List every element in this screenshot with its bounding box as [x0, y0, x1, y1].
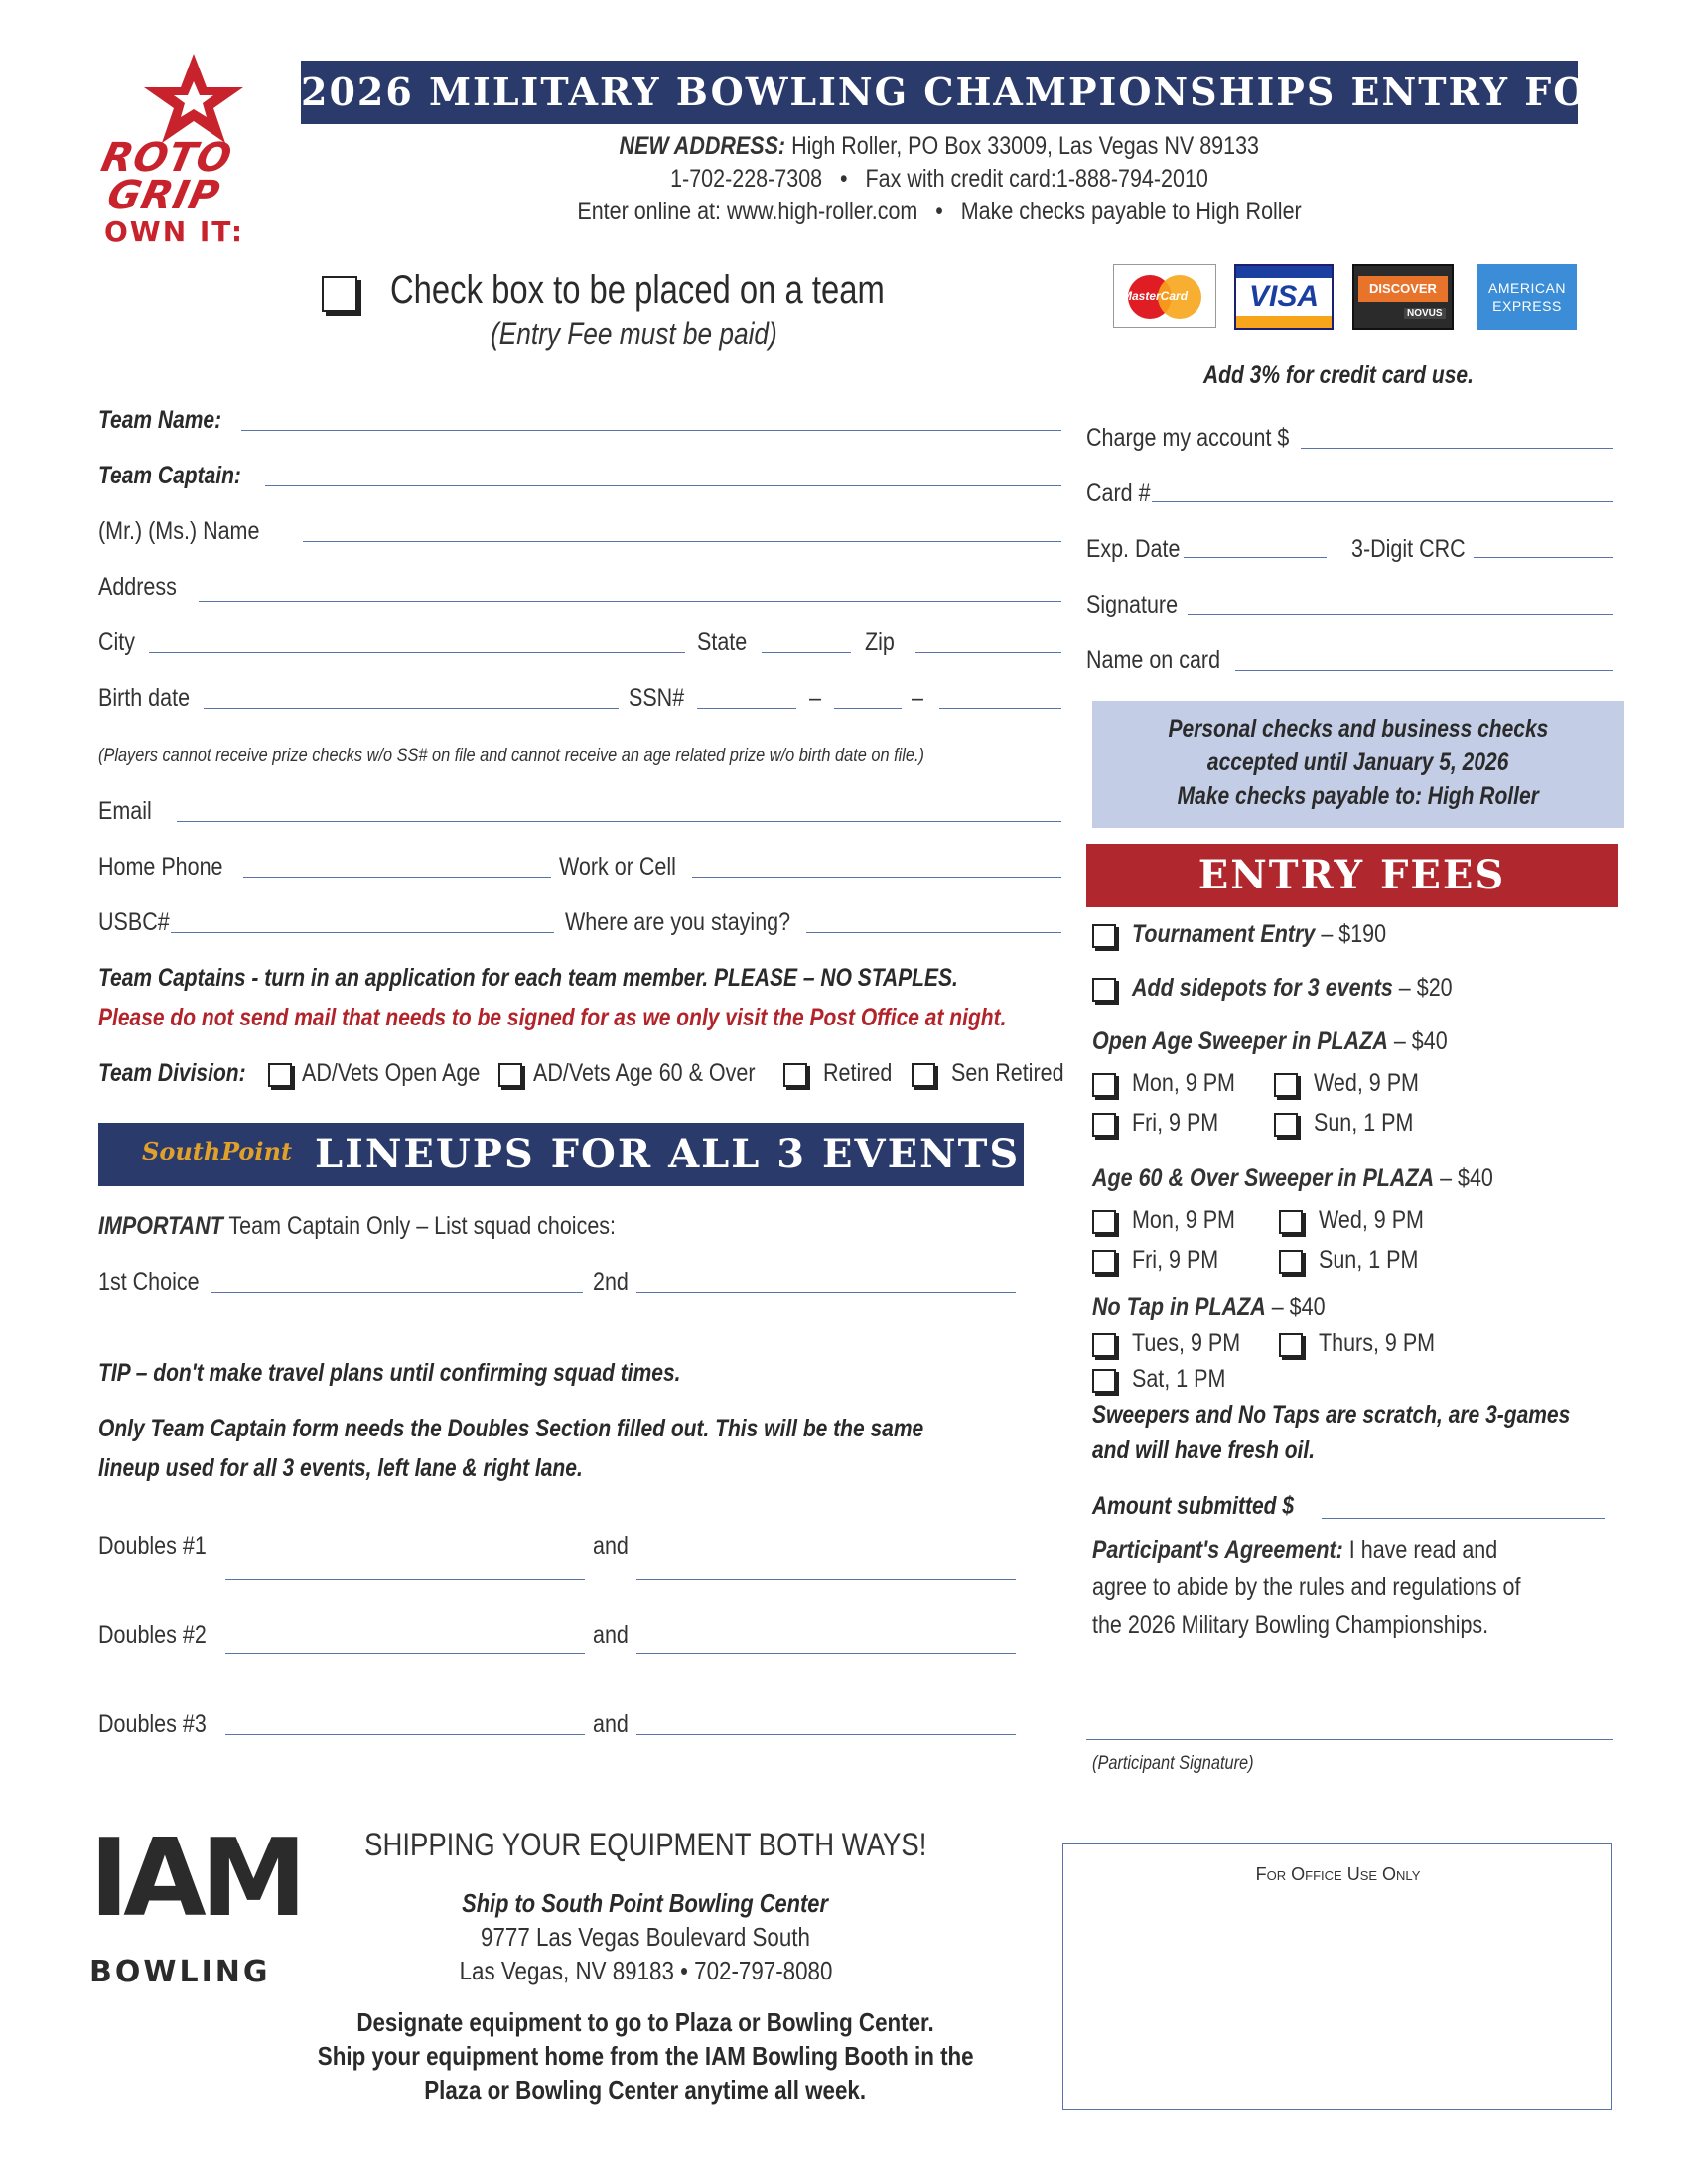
card-number-label: Card # — [1086, 479, 1151, 507]
rotogrip-word-2: GRIP — [103, 173, 224, 218]
senior-sweeper-label — [1092, 1164, 1493, 1193]
form-title — [301, 61, 1665, 124]
city-field[interactable] — [149, 652, 685, 653]
ship-note-3: Plaza or Bowling Center anytime all week. — [424, 2075, 867, 2105]
doubles-3-label: Doubles #3 — [98, 1710, 207, 1738]
birth-date-field[interactable] — [204, 708, 619, 709]
bullet: • — [840, 165, 848, 193]
entry-fee-note: (Entry Fee must be paid) — [491, 316, 777, 351]
ssn-dash-1: – — [809, 684, 821, 712]
senior-sweeper-mon-label: Mon, 9 PM — [1132, 1206, 1235, 1234]
credit-card-surcharge: Add 3% for credit card use. — [1203, 361, 1474, 389]
ship-note-2: Ship your equipment home from the IAM Bowling Booth in the — [317, 2041, 974, 2071]
exp-date-label: Exp. Date — [1086, 535, 1181, 563]
notap-sat-label: Sat, 1 PM — [1132, 1365, 1226, 1393]
agreement-line-2: agree to abide by the rules and regulations of — [1092, 1573, 1521, 1601]
entry-fees-title-text: ENTRY FEES — [1197, 852, 1506, 898]
zip-field[interactable] — [915, 652, 1061, 653]
division-sen-retired-label: Sen Retired — [951, 1059, 1064, 1087]
important-bold: IMPORTANT — [98, 1212, 223, 1240]
doubles-2-left-field[interactable] — [225, 1653, 585, 1654]
entry-fees-title — [1086, 844, 1618, 907]
signature-label: Signature — [1086, 591, 1179, 618]
name-label: (Mr.) (Ms.) Name — [98, 517, 260, 545]
senior-sweeper-mon-checkbox[interactable] — [1092, 1210, 1116, 1234]
amex-text-1: AMERICAN — [1488, 280, 1566, 296]
notap-thurs-checkbox[interactable] — [1279, 1333, 1303, 1357]
novus-text: NOVUS — [1404, 308, 1446, 319]
usbc-label: USBC# — [98, 908, 170, 936]
division-checkbox-age-60[interactable] — [498, 1063, 522, 1087]
ship-to-label: Ship to South Point Bowling Center — [462, 1888, 829, 1918]
notap-bold: No Tap in PLAZA — [1092, 1294, 1266, 1321]
open-sweeper-label — [1092, 1027, 1448, 1056]
agreement-line-3: the 2026 Military Bowling Championships. — [1092, 1611, 1489, 1639]
card-number-field[interactable] — [1152, 501, 1613, 502]
doubles-2-and: and — [593, 1621, 629, 1649]
header-address — [301, 132, 1578, 161]
state-field[interactable] — [762, 652, 851, 653]
bullet: • — [935, 198, 943, 225]
team-division-label: Team Division: — [98, 1059, 246, 1087]
iam-bowling-logo — [89, 1817, 302, 1990]
shipping-title: SHIPPING YOUR EQUIPMENT BOTH WAYS! — [363, 1827, 927, 1862]
team-placement-label: Check box to be placed on a team — [390, 268, 885, 312]
office-use-box — [1062, 1843, 1612, 2110]
sidepots-label — [1132, 974, 1453, 1003]
charge-field[interactable] — [1301, 448, 1613, 449]
open-sweeper-mon-label: Mon, 9 PM — [1132, 1069, 1235, 1097]
amex-text-2: EXPRESS — [1492, 298, 1562, 314]
amount-submitted-label: Amount submitted $ — [1092, 1492, 1295, 1520]
team-captain-field[interactable] — [265, 485, 1061, 486]
checks-note-line-2: accepted until January 5, 2026 — [1207, 749, 1509, 776]
work-cell-label: Work or Cell — [559, 853, 676, 881]
lineups-banner — [98, 1123, 1024, 1186]
senior-sweeper-fri-label: Fri, 9 PM — [1132, 1246, 1219, 1274]
southpoint-word-1: South — [142, 1137, 221, 1165]
ship-street: 9777 Las Vegas Boulevard South — [481, 1922, 810, 1952]
division-retired-label: Retired — [823, 1059, 893, 1087]
fax-text: Fax with credit card:1-888-794-2010 — [865, 165, 1208, 193]
division-checkbox-sen-retired[interactable] — [912, 1063, 935, 1087]
division-age-60-label: AD/Vets Age 60 & Over — [533, 1059, 756, 1087]
lineups-title: LINEUPS FOR ALL 3 EVENTS — [315, 1131, 1021, 1177]
doubles-3-left-field[interactable] — [225, 1734, 585, 1735]
address-label: Address — [98, 573, 177, 601]
amount-submitted-field[interactable] — [1322, 1518, 1605, 1519]
doubles-note-1: Only Team Captain form needs the Doubles Section filled out. This will be the same — [98, 1415, 924, 1442]
visa-bottom-band — [1236, 316, 1332, 328]
senior-sweeper-price: – $40 — [1434, 1164, 1493, 1192]
open-sweeper-sun-checkbox[interactable] — [1274, 1113, 1298, 1137]
second-choice-field[interactable] — [636, 1292, 1016, 1293]
ssn-part-1[interactable] — [697, 708, 796, 709]
captain-note: Team Captains - turn in an application for each team member. PLEASE – NO STAPLES. — [98, 964, 958, 992]
doubles-2-right-field[interactable] — [636, 1653, 1016, 1654]
zip-label: Zip — [865, 628, 895, 656]
email-label: Email — [98, 797, 152, 825]
division-checkbox-retired[interactable] — [783, 1063, 807, 1087]
city-label: City — [98, 628, 136, 656]
senior-sweeper-sun-label: Sun, 1 PM — [1319, 1246, 1419, 1274]
address-field[interactable] — [199, 601, 1061, 602]
crc-field[interactable] — [1474, 557, 1613, 558]
travel-tip: TIP – don't make travel plans until confirming squad times. — [98, 1359, 681, 1387]
open-sweeper-sun-label: Sun, 1 PM — [1314, 1109, 1414, 1137]
amex-logo — [1477, 264, 1577, 330]
mastercard-logo — [1113, 264, 1216, 328]
open-sweeper-wed-label: Wed, 9 PM — [1314, 1069, 1419, 1097]
agreement-text-1: I have read and — [1342, 1536, 1498, 1564]
star-icon — [134, 52, 253, 146]
rotogrip-word-1: ROTO — [97, 135, 236, 181]
tournament-entry-bold: Tournament Entry — [1132, 920, 1316, 948]
agreement-bold: Participant's Agreement: — [1092, 1536, 1343, 1564]
name-field[interactable] — [303, 541, 1061, 542]
address-text: High Roller, PO Box 33009, Las Vegas NV 89133 — [791, 132, 1260, 160]
checks-note-box — [1092, 701, 1624, 828]
team-placement-checkbox[interactable] — [322, 276, 357, 312]
tournament-entry-checkbox[interactable] — [1092, 924, 1116, 948]
home-phone-label: Home Phone — [98, 853, 223, 881]
name-on-card-field[interactable] — [1235, 670, 1613, 671]
birth-date-label: Birth date — [98, 684, 191, 712]
office-use-label: For Office Use Only — [1255, 1864, 1421, 1884]
mastercard-text: MasterCard — [1122, 289, 1189, 303]
ssn-label: SSN# — [629, 684, 685, 712]
first-choice-field[interactable] — [211, 1292, 583, 1293]
sweeper-note-2: and will have fresh oil. — [1092, 1436, 1316, 1464]
signature-field[interactable] — [1188, 614, 1613, 615]
notap-price: – $40 — [1265, 1294, 1326, 1321]
checks-note-line-3: Make checks payable to: High Roller — [1177, 782, 1540, 810]
name-on-card-label: Name on card — [1086, 646, 1221, 674]
phone-text: 1-702-228-7308 — [670, 165, 823, 193]
exp-date-field[interactable] — [1184, 557, 1327, 558]
senior-sweeper-wed-label: Wed, 9 PM — [1319, 1206, 1424, 1234]
ssn-part-3[interactable] — [939, 708, 1061, 709]
visa-text: VISA — [1248, 280, 1320, 313]
ship-note-1: Designate equipment to go to Plaza or Bowling Center. — [356, 2007, 934, 2037]
staying-label: Where are you staying? — [565, 908, 791, 936]
important-rest: Team Captain Only – List squad choices: — [222, 1212, 616, 1240]
team-name-field[interactable] — [241, 430, 1061, 431]
doubles-2-label: Doubles #2 — [98, 1621, 207, 1649]
sidepots-checkbox[interactable] — [1092, 978, 1116, 1002]
sidepots-price: – $20 — [1392, 974, 1453, 1002]
bowling-text: BOWLING — [89, 1955, 271, 1989]
discover-text: DISCOVER — [1369, 281, 1437, 296]
visa-logo — [1234, 264, 1334, 330]
notap-tues-label: Tues, 9 PM — [1132, 1329, 1241, 1357]
email-field[interactable] — [177, 821, 1061, 822]
checks-note-line-1: Personal checks and business checks — [1168, 715, 1549, 743]
southpoint-word-2: Point — [221, 1137, 293, 1165]
address-label: NEW ADDRESS: — [619, 132, 786, 160]
open-sweeper-fri-label: Fri, 9 PM — [1132, 1109, 1219, 1137]
open-sweeper-mon-checkbox[interactable] — [1092, 1073, 1116, 1097]
notap-sat-checkbox[interactable] — [1092, 1369, 1116, 1393]
notap-label — [1092, 1294, 1326, 1322]
header-contact — [301, 165, 1578, 194]
mail-note: Please do not send mail that needs to be signed for as we only visit the Post Office at night. — [98, 1004, 1007, 1031]
senior-sweeper-sun-checkbox[interactable] — [1279, 1250, 1303, 1274]
charge-label: Charge my account $ — [1086, 424, 1290, 452]
open-sweeper-price: – $40 — [1387, 1027, 1448, 1055]
crc-label: 3-Digit CRC — [1351, 535, 1466, 563]
open-sweeper-bold: Open Age Sweeper in PLAZA — [1092, 1027, 1388, 1055]
ssn-part-2[interactable] — [834, 708, 902, 709]
checks-payable-text: Make checks payable to High Roller — [960, 198, 1302, 225]
team-captain-label: Team Captain: — [98, 462, 241, 489]
doubles-1-left-field[interactable] — [225, 1579, 585, 1580]
iam-text: IAM — [89, 1817, 302, 1941]
doubles-1-right-field[interactable] — [636, 1579, 1016, 1580]
usbc-field[interactable] — [171, 932, 554, 933]
work-cell-field[interactable] — [692, 877, 1061, 878]
sidepots-bold: Add sidepots for 3 events — [1132, 974, 1393, 1002]
ssn-dash-2: – — [912, 684, 923, 712]
important-line — [98, 1212, 616, 1241]
second-choice-label: 2nd — [593, 1268, 629, 1296]
doubles-3-right-field[interactable] — [636, 1734, 1016, 1735]
southpoint-logo — [142, 1135, 291, 1174]
doubles-note-2: lineup used for all 3 events, left lane & right lane. — [98, 1454, 583, 1482]
state-label: State — [697, 628, 748, 656]
sweeper-note-1: Sweepers and No Taps are scratch, are 3-games — [1092, 1401, 1571, 1429]
doubles-3-and: and — [593, 1710, 629, 1738]
team-name-label: Team Name: — [98, 406, 222, 434]
visa-top-band — [1236, 266, 1332, 278]
online-text: Enter online at: www.high-roller.com — [577, 198, 918, 225]
agreement-line-1 — [1092, 1536, 1497, 1565]
open-sweeper-wed-checkbox[interactable] — [1274, 1073, 1298, 1097]
ship-city: Las Vegas, NV 89183 • 702-797-8080 — [459, 1956, 832, 1985]
tournament-entry-price: – $190 — [1315, 920, 1387, 948]
doubles-1-and: and — [593, 1532, 629, 1560]
discover-logo — [1352, 264, 1454, 330]
division-open-age-label: AD/Vets Open Age — [302, 1059, 481, 1087]
form-title-text: 2026 MILITARY BOWLING CHAMPIONSHIPS ENTRY FORM — [301, 69, 1665, 114]
home-phone-field[interactable] — [243, 877, 551, 878]
participant-signature-caption: (Participant Signature) — [1092, 1753, 1254, 1774]
notap-tues-checkbox[interactable] — [1092, 1333, 1116, 1357]
division-checkbox-open-age[interactable] — [268, 1063, 292, 1087]
senior-sweeper-fri-checkbox[interactable] — [1092, 1250, 1116, 1274]
ssn-note: (Players cannot receive prize checks w/o SS# on file and cannot receive an age related prize w/o birth date on file.) — [98, 746, 924, 766]
participant-signature-field[interactable] — [1086, 1739, 1613, 1740]
senior-sweeper-bold: Age 60 & Over Sweeper in PLAZA — [1092, 1164, 1435, 1192]
notap-thurs-label: Thurs, 9 PM — [1319, 1329, 1436, 1357]
open-sweeper-fri-checkbox[interactable] — [1092, 1113, 1116, 1137]
tournament-entry-label — [1132, 920, 1386, 949]
rotogrip-logo — [94, 52, 283, 250]
doubles-1-label: Doubles #1 — [98, 1532, 207, 1560]
rotogrip-tagline: OWN IT: — [104, 215, 245, 248]
header-online — [301, 198, 1578, 226]
first-choice-label: 1st Choice — [98, 1268, 200, 1296]
staying-field[interactable] — [806, 932, 1061, 933]
senior-sweeper-wed-checkbox[interactable] — [1279, 1210, 1303, 1234]
